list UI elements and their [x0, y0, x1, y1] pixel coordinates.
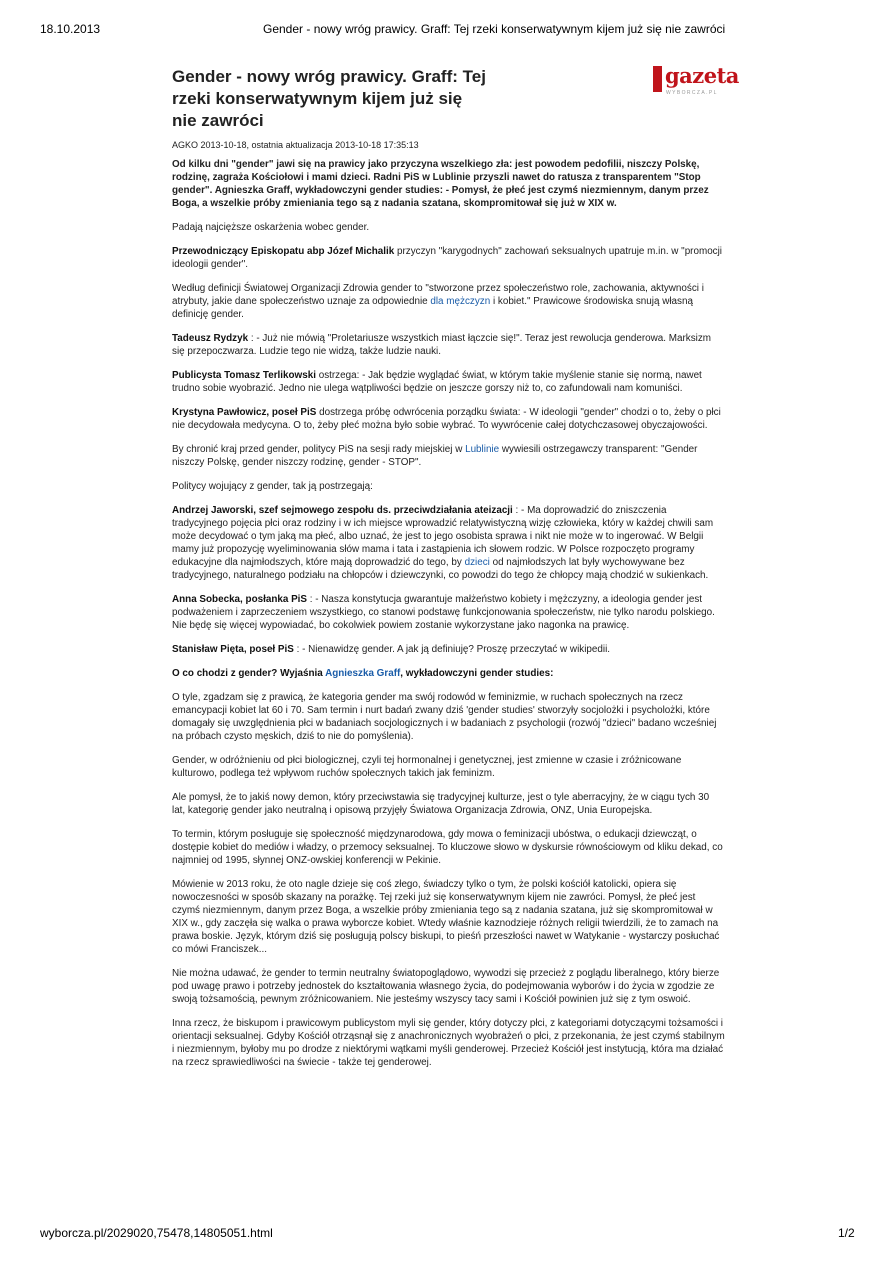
paragraph-1: Padają najcięższe oskarżenia wobec gender.	[172, 222, 370, 233]
paragraph-15: Ale pomysł, że to jakiś nowy demon, który przeciwstawia się tradycyjnej kulturze, jest o tyle aberracyjny, że w ciągu tych 30 lat, kategorię gender jako neutralną i opisową przyjęły Światowa Organizacja Zdrowia, ONZ, Unia Europejska.	[172, 792, 710, 816]
speaker-name: Publicysta Tomasz Terlikowski	[172, 370, 316, 381]
speaker-name: Krystyna Pawłowicz, poseł PiS	[172, 407, 317, 418]
article	[172, 63, 739, 1080]
article-meta: AGKO 2013-10-18, ostatnia aktualizacja 2013-10-18 17:35:13	[172, 140, 419, 150]
paragraph-14: Gender, w odróżnieniu od płci biologicznej, czyli tej hormonalnej i genetycznej, jest zmienne w czasie i zróżnicowane kulturowo, podlega też wpływom ruchów społecznych takich jak feminizm.	[172, 755, 682, 779]
logo-subtext: WYBORCZA.PL	[666, 90, 718, 96]
paragraph-9: Andrzej Jaworski, szef sejmowego zespołu ds. przeciwdziałania ateizacji : - Ma doprowadzić do zniszczenia tradycyjnego pojęcia płci oraz rodziny i w ich miejsce wprowadzić relatywistyczną wizję człowieka, który w każdej chwili sam może decydować o tym jaką ma płeć, albo uznać, że jest to jego osobista sprawa i nikt nie może w to ingerować. W Belgii mamy już propozycję wyeliminowania słów mama i tata i zastąpienia ich słowem rodzic. W Polsce rozpoczęto programy edukacyjne dla najmłodszych, które mają doprowadzić do tego, by dzieci od najmłodszych lat były wychowywane bez tradycyjnego, naturalnego podziału na chłopców i dziewczynki, co powodzi do tego że chłopcy mają chodzić w sukienkach.	[172, 505, 714, 581]
speaker-name: Anna Sobecka, posłanka PiS	[172, 594, 308, 605]
paragraph-3: Według definicji Światowej Organizacji Zdrowia gender to "stworzone przez społeczeństwo role, zachowania, aktywności i atrybuty, jakie dane społeczeństwo uznaje za odpowiednie dla mężczyzn i kobiet." Prawicowe środowiska snują własną definicję gender.	[172, 283, 704, 320]
paragraph-12: O co chodzi z gender? Wyjaśnia Agnieszka Graff, wykładowczyni gender studies:	[172, 668, 554, 679]
logo-bar-icon	[653, 66, 662, 92]
paragraph-6: Krystyna Pawłowicz, poseł PiS dostrzega próbę odwrócenia porządku świata: - W ideologii "gender" chodzi o to, żeby o płci nie decydowała medycyna. O to, żeby płeć można było sobie wybrać. To wywrócenie całej dotychczasowej obyczajowości.	[172, 407, 721, 431]
link-dla-mezczyzn[interactable]: dla mężczyzn	[430, 296, 491, 307]
speaker-name: Stanisław Pięta, poseł PiS	[172, 644, 294, 655]
paragraph-11: Stanisław Pięta, poseł PiS : - Nienawidzę gender. A jak ją definiuję? Proszę przeczytać w wikipedii.	[172, 644, 611, 655]
print-page-number: 1/2	[838, 1226, 855, 1240]
link-agnieszka-graff[interactable]: Agnieszka Graff	[325, 668, 401, 679]
speaker-name: Przewodniczący Episkopatu abp Józef Michalik	[172, 246, 395, 257]
speaker-name: Andrzej Jaworski, szef sejmowego zespołu ds. przeciwdziałania ateizacji	[172, 505, 513, 516]
print-date: 18.10.2013	[40, 22, 101, 36]
link-lublinie[interactable]: Lublinie	[465, 444, 500, 455]
paragraph-13: O tyle, zgadzam się z prawicą, że kategoria gender ma swój rodowód w feminizmie, w ruchach społecznych na rzecz emancypacji kobiet lat 60 i 70. Sam termin i nurt badań zwany dziś 'gender studies' stworzyły socjolożki i psycholożki, które domagały się uwzględnienia płci w badaniach socjologicznych i w badaniach z psychologii (rozwój "dzieci" badano wcześniej na próbach czysto męskich, dziś to nie do pomyślenia).	[172, 692, 717, 742]
paragraph-2: Przewodniczący Episkopatu abp Józef Michalik przyczyn "karygodnych" zachowań seksualnych upatruje m.in. w "promocji ideologii gender".	[172, 246, 723, 270]
paragraph-17: Mówienie w 2013 roku, że oto nagle dzieje się coś złego, świadczy tylko o tym, że polski kościół katolicki, opiera się nowoczesności w sposób skazany na porażkę. Tej rzeki już się konserwatywnym kijem nie zawróci. Pomysł, że płeć jest czymś niezmiennym, danym przez Boga, a wszelkie próby zmieniania tego są z nadania szatana, już się skompromitował w XIX w., gdy zaczęła się walka o prawa wyborcze kobiet. Wtedy właśnie kaznodzieje różnych religii twierdzili, że to zamach na prawa boskie. Język, którym dziś się posługują polscy biskupi, to pieśń przeszłości nawet w Watykanie - wystarczy posłuchać co mówi Franciszek...	[172, 879, 720, 955]
link-dzieci[interactable]: dzieci	[464, 557, 490, 568]
speaker-name: Tadeusz Rydzyk	[172, 333, 249, 344]
paragraph-18: Nie można udawać, że gender to termin neutralny światopoglądowo, wywodzi się przecież z poglądu liberalnego, który bierze pod uwagę prawo i potrzeby jednostek do kształtowania własnego życia, do podejmowania wyborów i do życia w zgodzie ze swoją tożsamością, pewnym zróżnicowaniem. Nie jesteśmy wszyscy tacy sami i Kościół powinien już się z tym oswoić.	[172, 968, 720, 1005]
article-title: Gender - nowy wróg prawicy. Graff: Tej rzeki konserwatywnym kijem już się nie zawróci	[172, 67, 486, 130]
article-lead: Od kilku dni "gender" jawi się na prawicy jako przyczyna wszelkiego zła: jest powodem pedofilii, niszczy Polskę, rodzinę, zagraża Kościołowi i mami dzieci. Radni PiS w Lublinie przyszli nawet do ratusza z transparentem "Stop gender". Agnieszka Graff, wykładowczyni gender studies: - Pomysł, że płeć jest czymś niezmiennym, danym przez Boga, a wszelkie próby zmieniania tego są z nadania szatana, skompromitował się już w XIX w.	[172, 159, 709, 209]
paragraph-7: By chronić kraj przed gender, politycy PiS na sesji rady miejskiej w Lublinie wywiesili ostrzegawczy transparent: "Gender niszczy Polskę, gender niszczy rodzinę, gender - STOP".	[172, 444, 698, 468]
paragraph-19: Inna rzecz, że biskupom i prawicowym publicystom myli się gender, który dotyczy płci, z kategoriami dotyczącymi tożsamości i orientacji seksualnej. Gdyby Kościół otrząsnął się z anachronicznych wyobrażeń o płci, z przekonania, że jest czymś stabilnym i niezmiennym, byłoby mu po drodze z niektórymi wątkami myśli genderowej. Przecież Kościół jest instytucją, która ma działać na rzecz sprawiedliwości na świecie - także tej genderowej.	[172, 1018, 725, 1068]
logo-text: gazeta	[665, 63, 739, 88]
paragraph-5: Publicysta Tomasz Terlikowski ostrzega: - Jak będzie wyglądać świat, w którym takie myślenie stanie się normą, nawet trudno sobie wyobrazić. Jedno nie ulega wątpliwości będzie on jeszcze gorszy niż to, co zafundowali nam komuniści.	[172, 370, 702, 394]
paragraph-16: To termin, którym posługuje się społeczność międzynarodowa, gdy mowa o feminizacji ubóstwa, o edukacji dziewcząt, o dostępie kobiet do mediów i władzy, o przemocy seksualnej. To kluczowe słowo w dyskursie równościowym od kliku dekad, co najmniej od 1995, słynnej ONZ-owskiej konferencji w Pekinie.	[172, 829, 723, 866]
print-footer-url: wyborcza.pl/2029020,75478,14805051.html	[40, 1226, 273, 1240]
gazeta-logo[interactable]	[653, 63, 739, 96]
paragraph-4: Tadeusz Rydzyk : - Już nie mówią "Proletariusze wszystkich miast łączcie się!". Teraz jest rewolucja genderowa. Marksizm się przepoczwarza. Ludzie tego nie widzą, także ludzie nauki.	[172, 333, 711, 357]
paragraph-10: Anna Sobecka, posłanka PiS : - Nasza konstytucja gwarantuje małżeństwo kobiety i mężczyzny, a ideologia gender jest podważeniem i zaprzeczeniem wszystkiego, co stanowi podstawę funkcjonowania społeczeństw, nie tylko narodu polskiego. Nie będę się więcej wypowiadać, bo cokolwiek powiem zostanie wykorzystane jako nagonka na prawicę.	[172, 594, 715, 631]
print-header-title: Gender - nowy wróg prawicy. Graff: Tej rzeki konserwatywnym kijem już się nie zawróci	[263, 22, 726, 36]
paragraph-8: Politycy wojujący z gender, tak ją postrzegają:	[172, 481, 373, 492]
